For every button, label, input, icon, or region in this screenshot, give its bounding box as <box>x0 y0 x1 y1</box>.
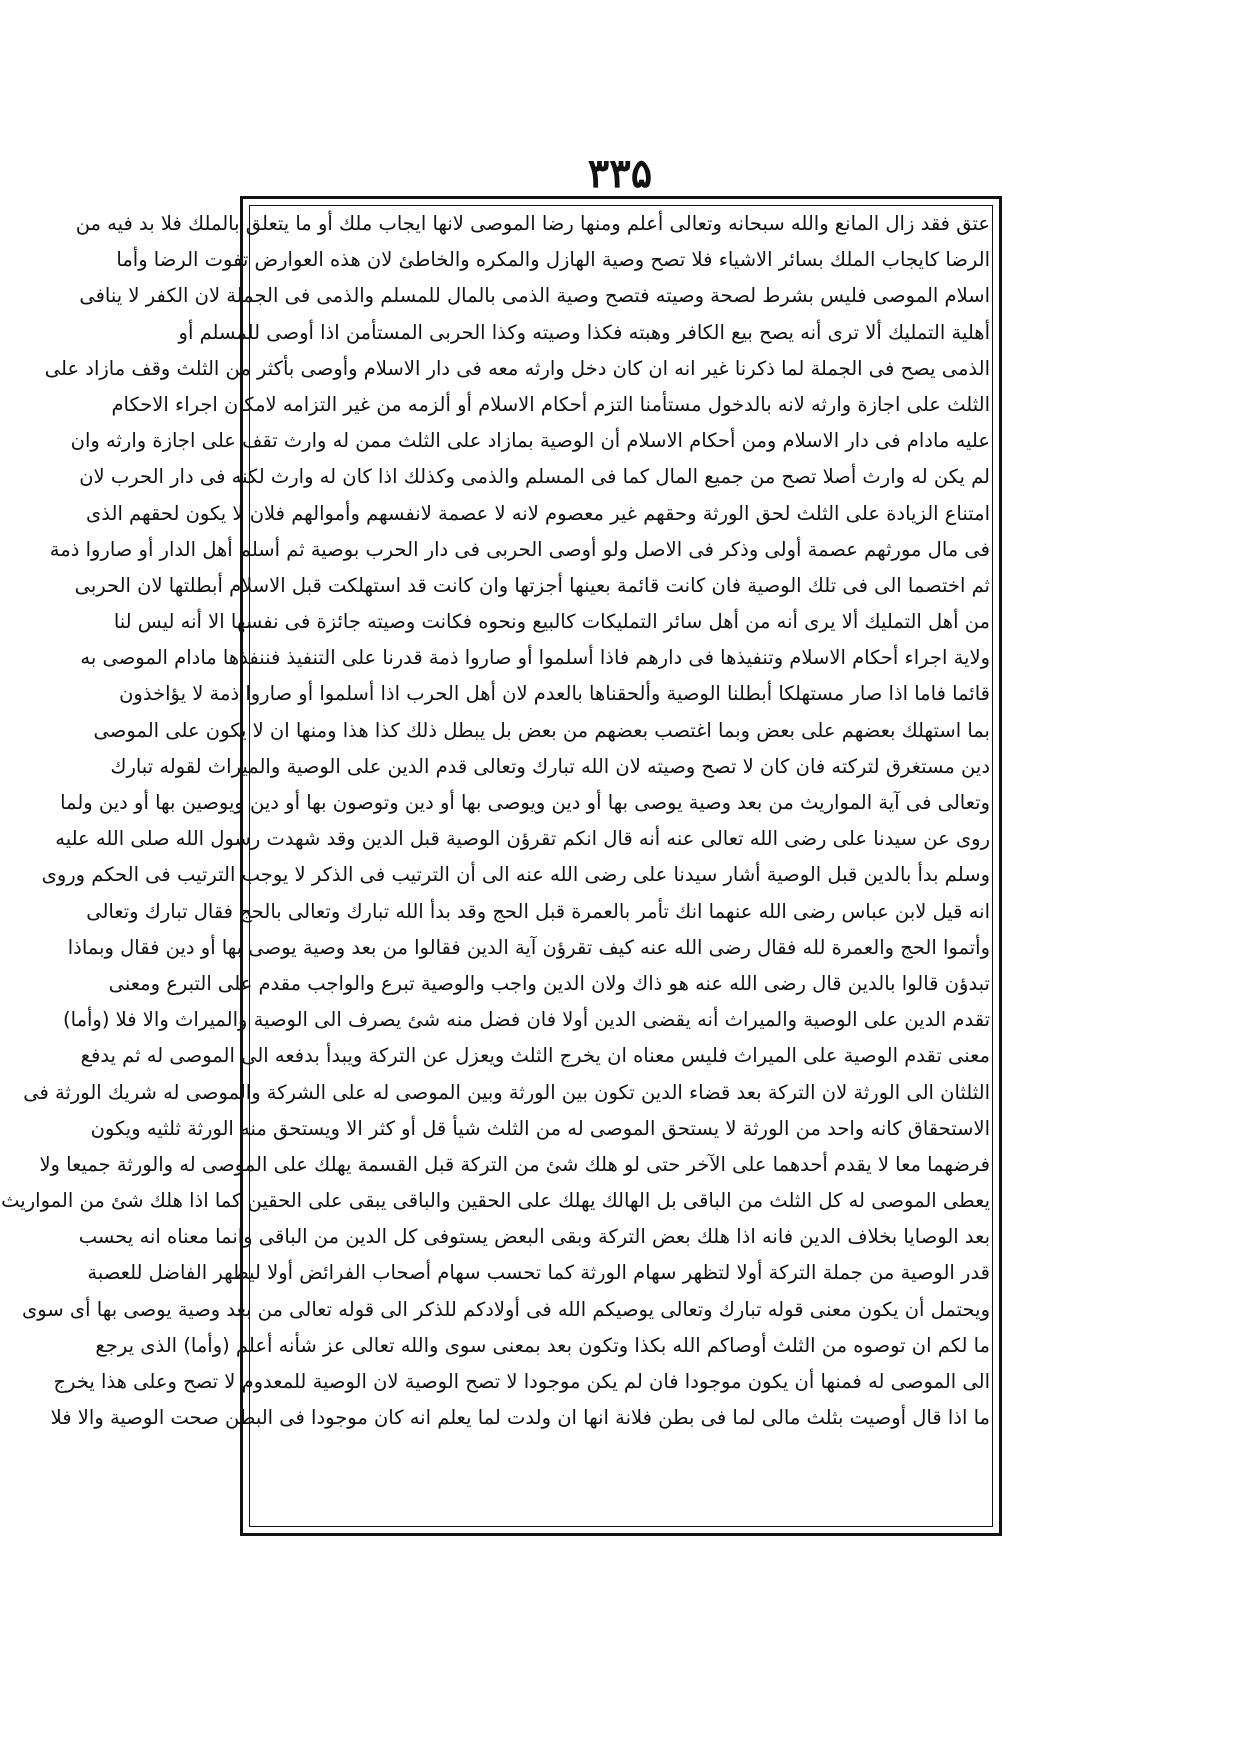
text-line: ما لكم ان توصوه من الثلث أوصاكم الله بكذا وتكون بعد بمعنى سوى والله تعالى عز شأنه أعلم (وأما) الذى يرجع <box>95 1333 990 1357</box>
text-line: من أهل التمليك ألا يرى أنه من أهل سائر التمليكات كالبيع ونحوه فكانت وصيته جائزة فى نفسها الا أنه ليس لنا <box>113 610 990 634</box>
text-line: اسلام الموصى فليس بشرط لصحة وصيته فتصح وصية الذمى بالمال للمسلم والذمى فى الجملة لان الكفر لا ينافى <box>79 284 990 308</box>
text-line: الرضا كايجاب الملك بسائر الاشياء فلا تصح وصية الهازل والمكره والخاطئ لان هذه العوارض تفوت الرضا وأما <box>116 248 990 272</box>
text-line: قدر الوصية من جملة التركة أولا لتظهر سهام الورثة كما تحسب سهام أصحاب الفرائض أولا ليظهر الفاضل للعصبة <box>87 1261 990 1285</box>
text-line: معنى تقدم الوصية على الميراث فليس معناه ان يخرج الثلث ويعزل عن التركة ويبدأ بدفعه الى الموصى له ثم يدفع <box>80 1044 990 1068</box>
text-line: وتعالى فى آية المواريث من بعد وصية يوصى بها أو دين ويوصى بها أو دين وتوصون بها أو دين ويوصين بها أو دين ولما <box>60 791 990 814</box>
text-line: الاستحقاق كانه واحد من الورثة لا يستحق الموصى له من الثلث شيأ قل أو كثر الا ويستحق منه الورثة ثلثيه ويكون <box>90 1116 990 1140</box>
text-line: بعد الوصايا بخلاف الدين فانه اذا هلك بعض التركة وبقى البعض يستوفى كل الدين من الباقى وانما معناه انه يحسب <box>78 1225 990 1249</box>
text-line: ويحتمل أن يكون معنى قوله تبارك وتعالى يوصيكم الله فى أولادكم للذكر الى قوله تعالى من بعد وصية يوصى بها أى سوى <box>22 1297 990 1321</box>
text-line: يعطى الموصى له كل الثلث من الباقى بل الهالك يهلك على الحقين والباقى يبقى على الحقين كما اذا هلك شئ من المواريث <box>1 1189 990 1213</box>
text-line: الى الموصى له فمنها أن يكون موجودا فان لم يكن موجودا لا تصح الوصية لان الوصية للمعدوم لا تصح وعلى هذا يخرج <box>53 1370 990 1393</box>
text-line: تقدم الدين على الوصية والميراث أنه يقضى الدين أولا فان فضل منه شئ يصرف الى الوصية والميراث والا فلا (وأما) <box>63 1008 990 1032</box>
page-number: ۳۳۵ <box>587 150 653 197</box>
text-line: لم يكن له وارث أصلا تصح من جميع المال كما فى المسلم والذمى وكذلك اذا كان له وارث لكنه فى دار الحرب لان <box>79 465 990 489</box>
text-line: عليه مادام فى دار الاسلام ومن أحكام الاسلام أن الوصية بمازاد على الثلث ممن له وارث تقف على اجازة وارثه وان <box>70 429 990 453</box>
text-line: وأتموا الحج والعمرة لله فقال رضى الله عنه كيف تقرؤن آية الدين فقالوا من بعد وصية يوصى بها أو دين فقال وبماذا <box>67 935 990 959</box>
text-line: بما استهلك بعضهم على بعض وبما اغتصب بعضهم من بعض بل يبطل ذلك كذا هذا ومنها ان لا يكون على الموصى <box>93 718 990 742</box>
text-line: روى عن سيدنا على رضى الله تعالى عنه أنه قال انكم تقرؤن الوصية قبل الدين وقد شهدت رسول الله صلى الله عليه <box>55 827 990 851</box>
text-line: انه قيل لابن عباس رضى الله عنهما انك تأمر بالعمرة قبل الحج وقد بدأ الله تبارك وتعالى بالحج فقال تبارك وتعالى <box>86 899 990 923</box>
text-line: امتناع الزيادة على الثلث لحق الورثة وحقهم غير معصوم لانه لا عصمة لانفسهم وأموالهم فلان لا يكون لحقهم الذى <box>86 501 990 525</box>
text-line: الذمى يصح فى الجملة لما ذكرنا غير انه ان كان دخل وارثه معه فى دار الاسلام وأوصى بأكثر من الثلث وقف مازاد على <box>44 356 990 380</box>
text-line: ما اذا قال أوصيت بثلث مالى لما فى بطن فلانة انها ان ولدت لما يعلم انه كان موجودا فى البطن صحت الوصية والا فلا <box>50 1406 990 1430</box>
text-line: أهلية التمليك ألا ترى أنه يصح بيع الكافر وهبته فكذا وصيته وكذا الحربى المستأمن اذا أوصى للمسلم أو <box>178 320 990 344</box>
text-line: الثلث على اجازة وارثه لانه بالدخول مستأمنا التزم أحكام الاسلام أو ألزمه من غير التزامه لامكان اجراء الاحكام <box>111 392 990 416</box>
text-line: تبدؤن قالوا بالدين قال رضى الله عنه هو ذاك ولان الدين واجب والوصية تبرع والواجب مقدم على التبرع ومعنى <box>108 971 990 995</box>
text-line: قائما فاما اذا صار مستهلكا أبطلنا الوصية وألحقناها بالعدم لان أهل الحرب اذا أسلموا أو صاروا ذمة لا يؤاخذون <box>119 682 990 706</box>
text-line: عتق فقد زال المانع والله سبحانه وتعالى أعلم ومنها رضا الموصى لانها ايجاب ملك أو ما يتعلق بالملك فلا بد فيه من <box>75 212 990 235</box>
text-line: الثلثان الى الورثة لان التركة بعد قضاء الدين تكون بين الورثة وبين الموصى له على الشركة والموصى له شريك الورثة فى <box>23 1080 990 1104</box>
body-text <box>1 206 990 1436</box>
text-line: دين مستغرق لتركته فان كان لا تصح وصيته لان الله تبارك وتعالى قدم الدين على الوصية والميراث لقوله تبارك <box>110 754 990 778</box>
text-line: فى مال مورثهم عصمة أولى وذكر فى الاصل ولو أوصى الحربى فى دار الحرب بوصية ثم أسلم أهل الدار أو صاروا ذمة <box>49 537 990 561</box>
text-line: ولاية اجراء أحكام الاسلام وتنفيذها فى دارهم فاذا أسلموا أو صاروا ذمة قدرنا على التنفيذ فننفذها مادام الموصى به <box>80 646 990 670</box>
text-line: وسلم بدأ بالدين قبل الوصية أشار سيدنا على رضى الله عنه الى أن الترتيب فى الذكر لا يوجب الترتيب فى الحكم وروى <box>41 863 990 887</box>
text-line: ثم اختصما الى فى تلك الوصية فان كانت قائمة بعينها أجزتها وان كانت قد استهلكت قبل الاسلام أبطلتها لان الحربى <box>74 573 990 597</box>
text-line: فرضهما معا لا يقدم أحدهما على الآخر حتى لو هلك شئ من التركة قبل القسمة يهلك على الموصى له والورثة جميعا ولا <box>39 1152 990 1176</box>
